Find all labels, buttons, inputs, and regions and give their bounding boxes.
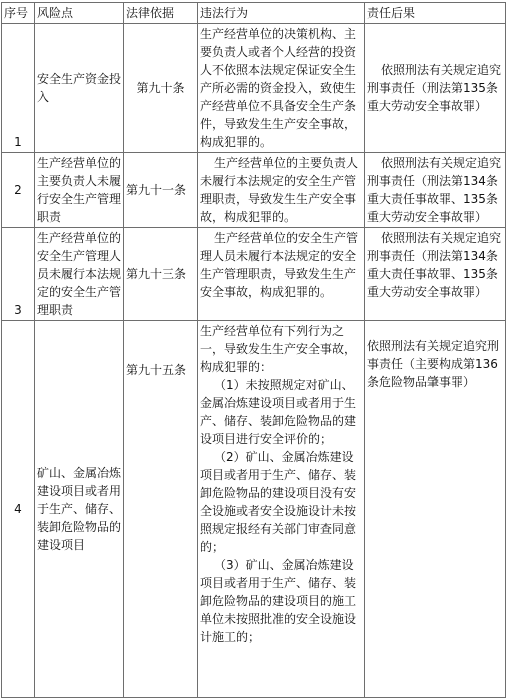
- header-no: 序号: [2, 3, 35, 24]
- row-number: 4: [2, 321, 35, 698]
- act-line: （1）未按照规定对矿山、金属冶炼建设项目或者用于生产、储存、装卸危险物品的建设项目进行安全评价的；: [200, 378, 357, 446]
- table-row: [2, 321, 506, 698]
- act-cell: [198, 321, 365, 698]
- table-row: [2, 228, 506, 321]
- act-line: （2）矿山、金属冶炼建设项目或者用于生产、储存、装卸危险物品的建设项目没有安全设施或者安全设施设计未按照规定报经有关部门审查同意的；: [200, 450, 357, 554]
- row-number: 2: [2, 153, 35, 228]
- basis-cell: 第九十三条: [124, 228, 198, 321]
- consequence-cell: 依照刑法有关规定追究刑事责任（刑法第135条重大劳动安全事故罪）: [365, 24, 506, 153]
- risk-cell: 矿山、金属冶炼建设项目或者用于生产、储存、装卸危险物品的建设项目: [35, 321, 124, 698]
- risk-cell: 生产经营单位的安全生产管理人员未履行本法规定的安全生产管理职责: [35, 228, 124, 321]
- header-basis: 法律依据: [124, 3, 198, 24]
- act-line: 生产经营单位有下列行为之一，导致发生生产安全事故，构成犯罪的：: [200, 324, 357, 374]
- act-line: （3）矿山、金属冶炼建设项目或者用于生产、储存、装卸危险物品的建设项目的施工单位未按照批准的安全设施设计施工的；: [200, 558, 357, 644]
- row-number: 3: [2, 228, 35, 321]
- basis-cell: 第九十五条: [124, 321, 198, 698]
- header-consequence: 责任后果: [365, 3, 506, 24]
- table-row: [2, 153, 506, 228]
- header-act: 违法行为: [198, 3, 365, 24]
- basis-cell: 第九十一条: [124, 153, 198, 228]
- liability-table: [1, 2, 506, 698]
- risk-cell: 生产经营单位的主要负责人未履行安全生产管理职责: [35, 153, 124, 228]
- header-risk: 风险点: [35, 3, 124, 24]
- act-cell: 生产经营单位的主要负责人未履行本法规定的安全生产管理职责，导致发生生产安全事故，构成犯罪的。: [198, 153, 365, 228]
- act-cell: 生产经营单位的安全生产管理人员未履行本法规定的安全生产管理职责，导致发生生产安全事故，构成犯罪的。: [198, 228, 365, 321]
- table-header-row: [2, 3, 506, 24]
- consequence-cell: 依照刑法有关规定追究刑事责任（刑法第134条重大责任事故罪、135条重大劳动安全事故罪）: [365, 228, 506, 321]
- consequence-cell: 依照刑法有关规定追究刑事责任（主要构成第136条危险物品肇事罪）: [365, 321, 506, 698]
- row-number: 1: [2, 24, 35, 153]
- risk-cell: 安全生产资金投入: [35, 24, 124, 153]
- act-cell: 生产经营单位的决策机构、主要负责人或者个人经营的投资人不依照本法规定保证安全生产所必需的资金投入，致使生产经营单位不具备安全生产条件，导致发生生产安全事故，构成犯罪的。: [198, 24, 365, 153]
- table-row: [2, 24, 506, 153]
- basis-cell: 第九十条: [124, 24, 198, 153]
- consequence-cell: 依照刑法有关规定追究刑事责任（刑法第134条重大责任事故罪、135条重大劳动安全事故罪）: [365, 153, 506, 228]
